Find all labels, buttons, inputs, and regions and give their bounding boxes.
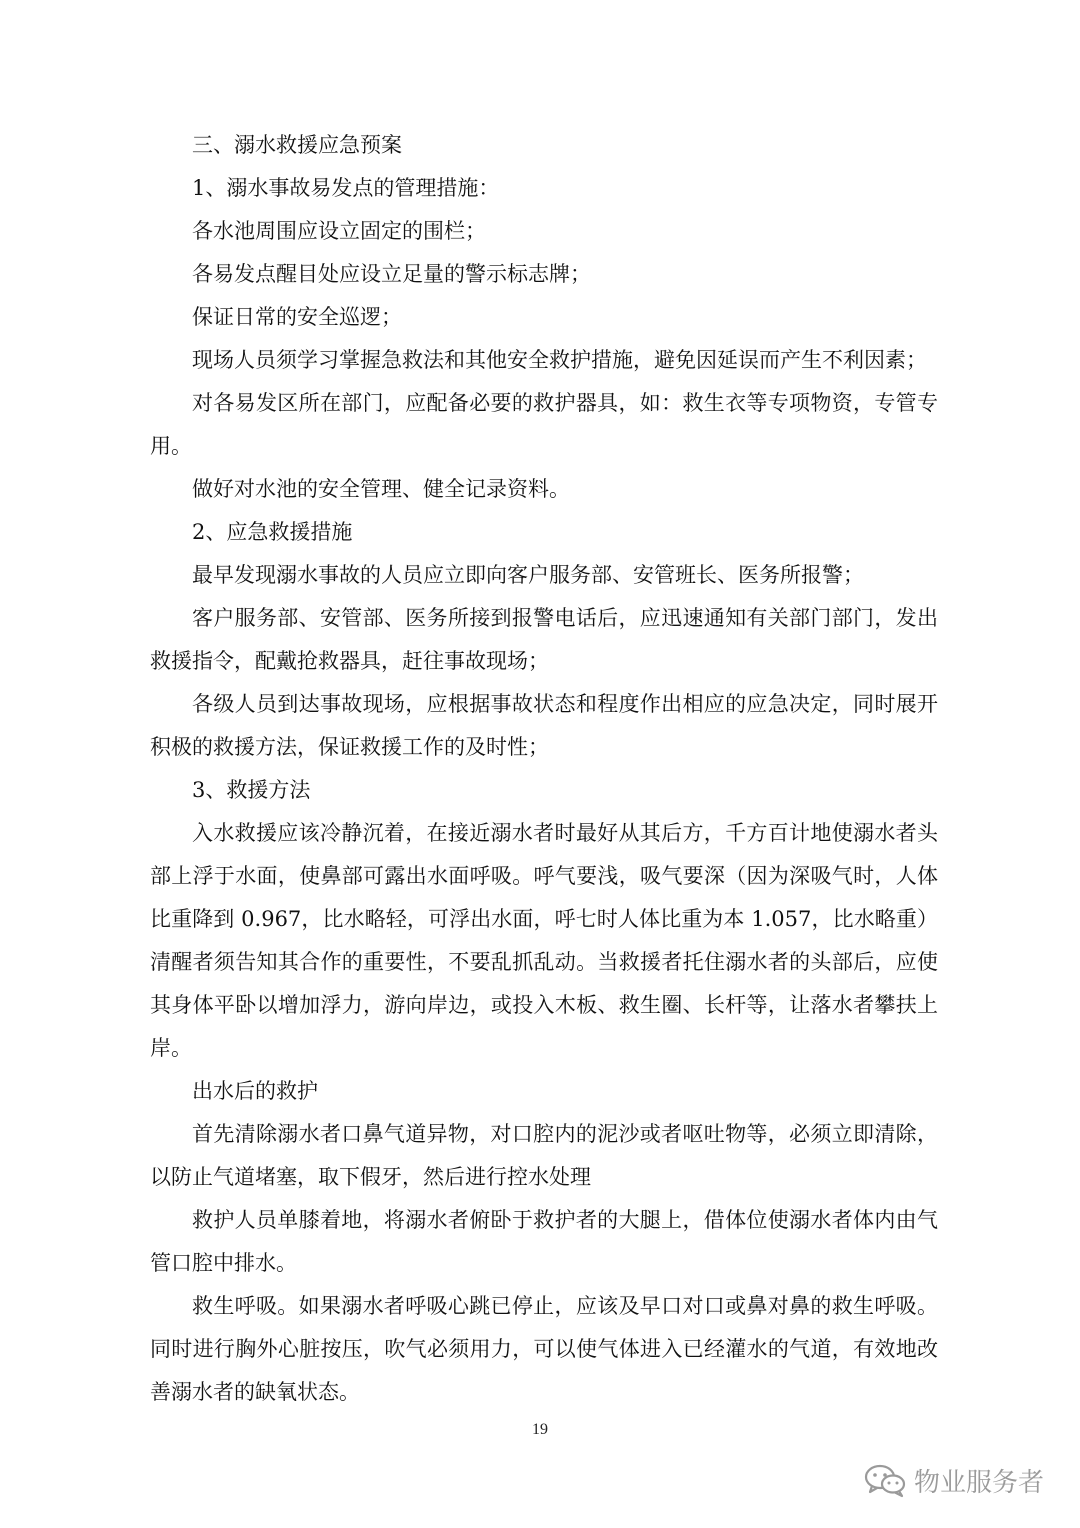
subsection-heading: 3、救援方法 bbox=[192, 778, 311, 802]
paragraph: 做好对水池的安全管理、健全记录资料。 bbox=[192, 477, 570, 501]
paragraph: 现场人员须学习掌握急救法和其他安全救护措施，避免因延误而产生不利因素； bbox=[192, 348, 927, 372]
paragraph: 对各易发区所在部门，应配备必要的救护器具，如：救生衣等专项物资，专管专用。 bbox=[150, 391, 938, 458]
paragraph: 各级人员到达事故现场，应根据事故状态和程度作出相应的应急决定，同时展开积极的救援方法，保证救援工作的及时性； bbox=[150, 692, 938, 759]
subsection-heading: 出水后的救护 bbox=[192, 1079, 318, 1103]
paragraph: 最早发现溺水事故的人员应立即向客户服务部、安管班长、医务所报警； bbox=[192, 563, 864, 587]
paragraph: 救生呼吸。如果溺水者呼吸心跳已停止，应该及早口对口或鼻对鼻的救生呼吸。同时进行胸外心脏按压，吹气必须用力，可以使气体进入已经灌水的气道，有效地改善溺水者的缺氧状态。 bbox=[150, 1294, 938, 1404]
paragraph: 各水池周围应设立固定的围栏； bbox=[192, 219, 486, 243]
watermark-text: 物业服务者 bbox=[913, 1467, 1044, 1498]
subsection-heading: 2、应急救援措施 bbox=[192, 520, 353, 544]
paragraph: 保证日常的安全巡逻； bbox=[192, 305, 402, 329]
paragraph: 入水救援应该冷静沉着，在接近溺水者时最好从其后方，千方百计地使溺水者头部上浮于水面，使鼻部可露出水面呼吸。呼气要浅，吸气要深（因为深吸气时，人体比重降到 0.967，比水略轻，可浮出水面，呼七时人体比重为本 1.057，比水略重）清醒者须告知其合作的重要性，不要乱抓乱动。当救援者托住溺水者的头部后，应使其身体平卧以增加浮力，游向岸边，或投入木板、救生圈、长杆等，让落水者攀扶上岸。 bbox=[150, 821, 938, 1060]
paragraph: 首先清除溺水者口鼻气道异物，对口腔内的泥沙或者呕吐物等，必须立即清除，以防止气道堵塞，取下假牙，然后进行控水处理 bbox=[150, 1122, 938, 1189]
paragraph: 各易发点醒目处应设立足量的警示标志牌； bbox=[192, 262, 591, 286]
section-heading: 三、溺水救援应急预案 bbox=[192, 133, 402, 157]
paragraph: 客户服务部、安管部、医务所接到报警电话后，应迅速通知有关部门部门，发出救援指令，配戴抢救器具，赶往事故现场； bbox=[150, 606, 938, 673]
wechat-icon bbox=[864, 1462, 906, 1498]
watermark bbox=[864, 1460, 1044, 1500]
paragraph: 救护人员单膝着地，将溺水者俯卧于救护者的大腿上，借体位使溺水者体内由气管口腔中排水。 bbox=[150, 1208, 938, 1275]
page-number: 19 bbox=[532, 1421, 548, 1438]
subsection-heading: 1、溺水事故易发点的管理措施： bbox=[192, 176, 500, 200]
document-body bbox=[150, 124, 938, 1414]
